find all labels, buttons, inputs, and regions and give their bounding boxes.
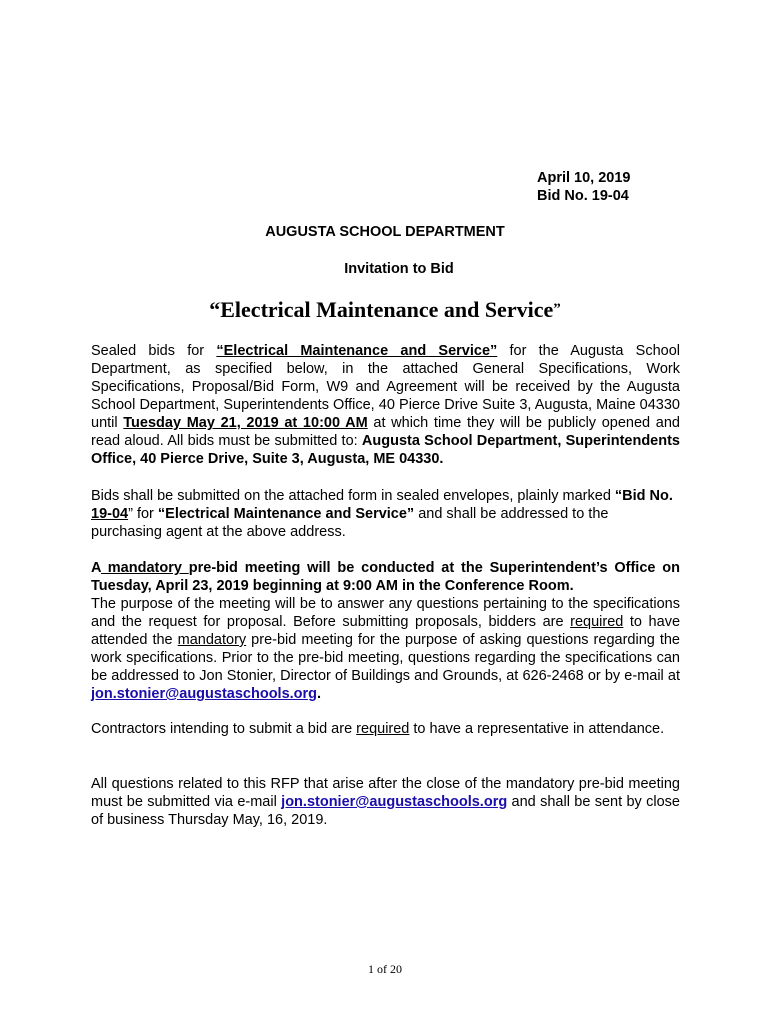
project-name: “Electrical Maintenance and Service” bbox=[157, 506, 415, 522]
email-link[interactable]: jon.stonier@augustaschools.org bbox=[281, 794, 508, 810]
title-close-quote: ” bbox=[553, 301, 561, 317]
email-link[interactable]: jon.stonier@augustaschools.org bbox=[91, 686, 318, 702]
paragraph-intro: Sealed bids for “Electrical Maintenance and Service” for the Augusta School Department, as specified below, in the attached General Specifications, Work Specifications, Proposal/Bid Form, W9 and Agreement will be received by the Augusta School Department, Superintendents Office, 40 Pierce Drive Suite 3, Augusta, Maine 04330 until Tuesday May 21, 2019 at 10:00 AM at which time they will be publicly opened and read aloud. All bids must be submitted to: Augusta School Department, Superintendents Office, 40 Pierce Drive, Suite 3, Augusta, ME 04330. bbox=[91, 343, 681, 467]
document-date: April 10, 2019 bbox=[537, 170, 631, 186]
bid-deadline: Tuesday May 21, 2019 at 10:00 AM bbox=[123, 415, 368, 431]
date-block bbox=[537, 169, 631, 205]
paragraph-submission: Bids shall be submitted on the attached form in sealed envelopes, plainly marked “Bid No. 19-04” for “Electrical Maintenance and Service” and shall be addressed to the purchasing agent at the above address. bbox=[91, 488, 673, 540]
page-number: 1 of 20 bbox=[368, 962, 402, 976]
department-heading: AUGUSTA SCHOOL DEPARTMENT bbox=[265, 224, 505, 240]
bid-number: Bid No. 19-04 bbox=[537, 188, 629, 204]
bid-number-ref: 19-04 bbox=[91, 506, 129, 522]
paragraph-prebid-meeting: A mandatory pre-bid meeting will be conducted at the Superintendent’s Office on Tuesday, April 23, 2019 beginning at 9:00 AM in the Conference Room. The purpose of the meeting will be to answer any questions pertaining to the specifications and the request for proposal. Before submitting proposals, bidders are required to have attended the mandatory pre-bid meeting for the purpose of asking questions regarding the work specifications. Prior to the pre-bid meeting, questions regarding the specifications can be addressed to Jon Stonier, Director of Buildings and Grounds, at 626-2468 or by e-mail at jon.stonier@augustaschools.org. bbox=[91, 560, 681, 702]
paragraph-questions: All questions related to this RFP that arise after the close of the mandatory pre-bid meeting must be submitted via e-mail jon.stonier@augustaschools.org and shall be sent by close of business Thursday May, 16, 2019. bbox=[91, 776, 680, 828]
meeting-heading: pre-bid meeting will be conducted at the Superintendent’s Office on Tuesday, April 23, 2019 beginning at 9:00 AM in the Conference Room. bbox=[91, 560, 681, 594]
invitation-heading: Invitation to Bid bbox=[344, 261, 454, 277]
paragraph-contractors: Contractors intending to submit a bid are required to have a representative in attendance. bbox=[91, 721, 665, 737]
document-title bbox=[0, 297, 770, 323]
project-name: “Electrical Maintenance and Service” bbox=[216, 343, 498, 359]
title-text: “Electrical Maintenance and Service bbox=[209, 297, 554, 322]
submission-address: Augusta School Department, Superintendents Office, 40 Pierce Drive, Suite 3, Augusta, ME 04330. bbox=[91, 433, 680, 467]
